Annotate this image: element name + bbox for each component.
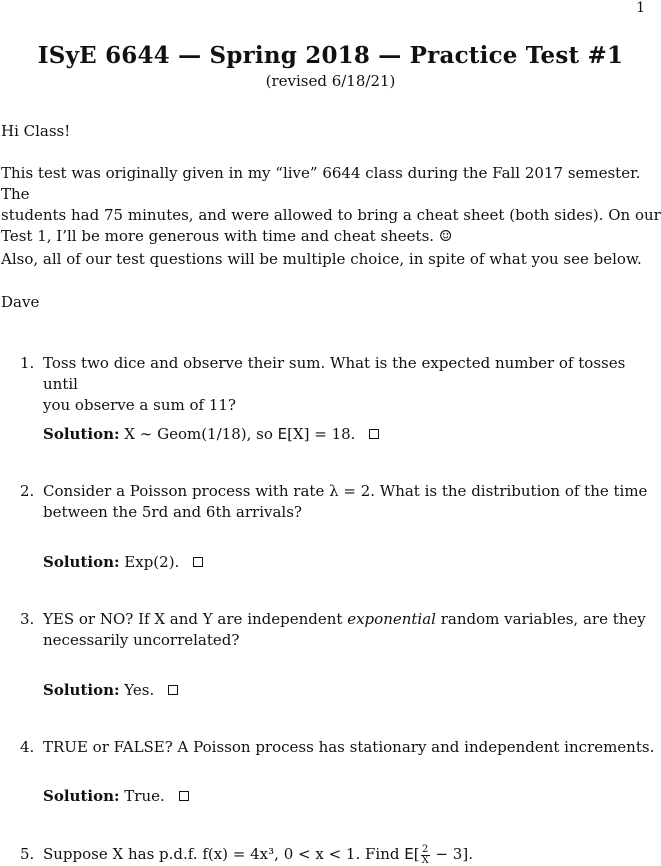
question-line: you observe a sum of 11? [43, 396, 236, 414]
qed-box-icon [168, 685, 178, 695]
solution-text: Exp(2). [119, 553, 180, 571]
bracket-open: [ [413, 845, 420, 863]
fraction [421, 845, 430, 866]
question-line: Consider a Poisson process with rate λ = 2. What is the distribution of the time [43, 482, 648, 500]
fraction-denominator: X [421, 854, 429, 866]
solution-1 [43, 424, 657, 445]
question-number: 1. [20, 354, 35, 372]
question-line: Toss two dice and observe their sum. What is the expected number of tosses until [43, 354, 626, 393]
question-line [43, 609, 657, 630]
signature: Dave [1, 293, 40, 311]
solution-4 [43, 786, 657, 807]
question-text [43, 481, 657, 523]
solution-2 [43, 552, 657, 573]
intro-line-2: students had 75 minutes, and were allowed to bring a cheat sheet (both sides). On our [1, 206, 661, 224]
note-paragraph: Also, all of our test questions will be multiple choice, in spite of what you see below. [1, 250, 642, 268]
fraction-numerator: 2 [421, 843, 429, 855]
qed-box-icon [193, 557, 203, 567]
question-fragment: − 3]. [430, 845, 473, 863]
solution-text: X ∼ Geom(1/18), so [119, 425, 278, 443]
question-number: 2. [20, 482, 35, 500]
question-number: 4. [20, 738, 35, 756]
greeting: Hi Class! [1, 122, 71, 140]
intro-paragraph [1, 163, 661, 247]
question-fragment: Suppose X has p.d.f. f(x) = 4x³, 0 < x < 1. Find [43, 845, 405, 863]
question-text [43, 737, 657, 758]
question-line: between the 5rd and 6th arrivals? [43, 503, 302, 521]
page-title: ISyE 6644 — Spring 2018 — Practice Test #1 [37, 42, 624, 69]
solution-label: Solution: [43, 787, 120, 805]
page-number: 1 [636, 0, 645, 16]
question-fragment: YES or NO? If X and Y are independent [43, 610, 348, 628]
solution-label: Solution: [43, 681, 120, 699]
solution-text: [X] = 18. [287, 425, 356, 443]
question-text [43, 609, 657, 651]
solution-text: Yes. [119, 681, 155, 699]
solution-3 [43, 680, 657, 701]
solution-text: True. [119, 787, 165, 805]
page-subtitle: (revised 6/18/21) [265, 72, 396, 90]
emphasis-text: exponential [347, 610, 436, 628]
question-line: TRUE or FALSE? A Poisson process has stationary and independent increments. [43, 738, 655, 756]
intro-line-3: Test 1, I’ll be more generous with time and cheat sheets. ☺ [1, 227, 453, 245]
question-line: necessarily uncorrelated? [43, 631, 240, 649]
expectation-symbol: E [404, 845, 414, 863]
question-text [43, 353, 657, 416]
intro-line-1: This test was originally given in my “live” 6644 class during the Fall 2017 semester. The [1, 164, 641, 203]
solution-label: Solution: [43, 553, 120, 571]
question-fragment: random variables, are they [435, 610, 646, 628]
question-number: 3. [20, 610, 35, 628]
question-number: 5. [20, 845, 35, 863]
expectation-symbol: E [277, 425, 288, 443]
qed-box-icon [179, 791, 189, 801]
question-line [43, 844, 657, 866]
solution-label: Solution: [43, 425, 120, 443]
qed-box-icon [369, 429, 379, 439]
question-text [43, 844, 657, 866]
